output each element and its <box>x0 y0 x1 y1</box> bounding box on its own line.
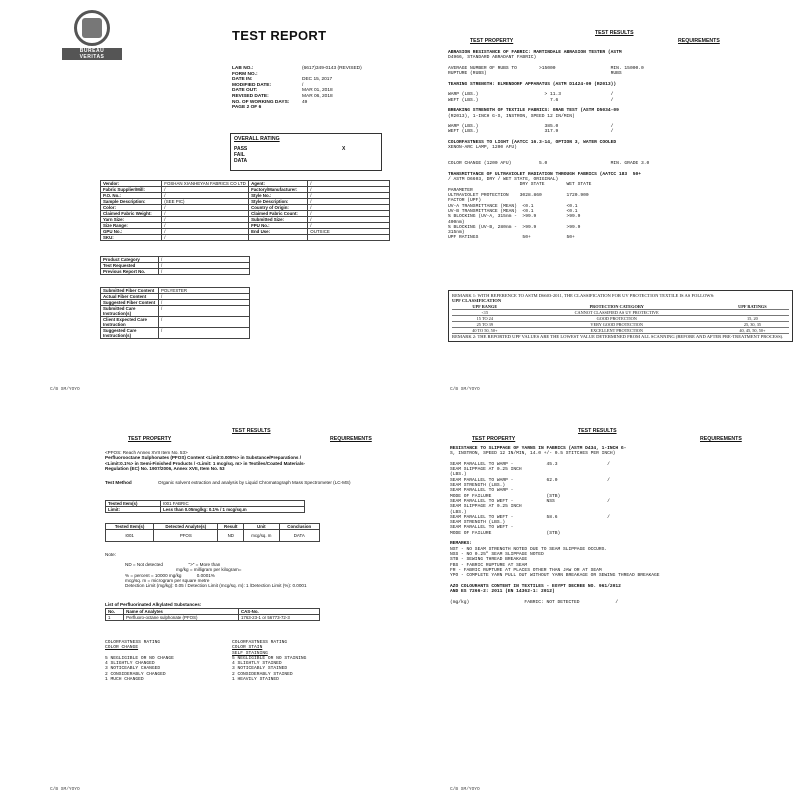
row-label: Test Requested <box>101 263 159 269</box>
result-line: D4966, STANDARD ABRADANT FABRIC) <box>448 55 537 61</box>
report-meta <box>232 66 392 111</box>
analyte-list-table <box>105 608 320 621</box>
overall-rating-heading: OVERALL RATING <box>234 136 280 142</box>
meta-value: / <box>302 82 304 88</box>
page-footer: C/B SM/YOYO <box>450 387 480 392</box>
upf-cell: 40 TO 50, 50+ <box>452 327 518 333</box>
meta-key: LAB NO.: <box>232 66 254 71</box>
rating-line: 3 NOTICEABLY STAINED <box>232 666 288 672</box>
result-header-cell: Tested Item(s) <box>106 524 154 530</box>
info-value: / <box>308 187 390 193</box>
rating-data-label: DATA <box>234 158 248 164</box>
intro-line: <Limit:0.1%> in Semi-Finished Products / <Limit: 1 mcg/sq. m> in Textiles/Coated Materials- <box>105 460 306 466</box>
results-body <box>448 50 793 241</box>
rating-line: COLORFASTNESS RATING <box>232 640 288 645</box>
result-line: WARP (LBS.) 385.0 / <box>448 124 614 130</box>
result-line: DRY STATE WET STATE <box>448 182 592 188</box>
upf-cell: EXCELLENT PROTECTION <box>518 327 716 333</box>
info-label: SKU: <box>101 235 162 241</box>
info-label: Color: <box>101 205 162 211</box>
logo-wordmark: BUREAU VERITAS <box>62 48 122 60</box>
result-cell: PFOS <box>154 530 218 542</box>
meta-value: 49 <box>302 99 308 105</box>
info-value: / <box>162 235 249 241</box>
results-heading: TEST RESULTS <box>232 428 271 434</box>
rating-line: COLORFASTNESS RATING <box>105 640 161 645</box>
info-label: Size Range: <box>101 223 162 229</box>
note-line: ND = Not detected ">" = More than <box>125 562 221 567</box>
rating-line: COLOR STAIN <box>232 645 263 651</box>
info-value: / <box>162 223 249 229</box>
info-label: Claimed Fabric Weight: <box>101 211 162 217</box>
upf-cell: GOOD PROTECTION <box>518 315 716 321</box>
result-line: AVERAGE NUMBER OF RUBS TO >15000 MIN. 15000.0 <box>448 65 644 71</box>
info-value: / <box>162 211 249 217</box>
result-row <box>106 530 320 542</box>
info-value: FOSHAN XIANHEYAN FABRICS CO LTD <box>162 181 249 187</box>
result-line: WARP (LBS.) > 11.3 / <box>448 92 614 98</box>
list-title: List of Perfluorinated Alkylated Substances: <box>105 602 202 607</box>
remark-1: REMARK 1: WITH REFERENCE TO ASTM D6603-2011, THE CLASSIFICATION FOR UV PROTECTION TEXTILE IS AS FOLLOWS: <box>452 293 715 298</box>
result-line: MODE OF FAILURE (STB) <box>450 530 561 536</box>
info-label <box>249 235 308 241</box>
rating-fail-label: FAIL <box>234 152 245 158</box>
result-line: NST - NO SEAM STRENGTH NOTED DUE TO SEAM SLIPPAGE OCCURS. <box>450 546 608 552</box>
info-label: End Use: <box>249 229 308 235</box>
tested-items-table <box>105 500 305 513</box>
tested-items-value: I001 FABRIC <box>161 501 305 507</box>
result-line: SEAM SLIPPAGE AT 0.25 INCH <box>450 504 522 510</box>
list-row <box>106 615 320 621</box>
result-line: YPO - COMPLETE YARN PULL OUT WITHOUT YARN BREAKAGE OR SEWING THREAD BREAKAGE <box>450 573 660 579</box>
info-value: / <box>308 223 390 229</box>
page-footer: C/B SM/YOYO <box>50 787 80 792</box>
results-heading: TEST RESULTS <box>578 428 617 434</box>
result-header-cell: Result <box>218 524 244 530</box>
upf-classification-box <box>448 290 793 342</box>
result-line: AND ES 7266-2: 2011 (EN 14362-1: 2012) <box>450 589 555 595</box>
meta-key: FORM NO.: <box>232 71 258 77</box>
result-line: (LBS.) <box>450 509 467 515</box>
row-label: Actual Fiber Content <box>101 294 159 300</box>
meta-row <box>232 105 392 111</box>
row-value: / <box>159 263 250 269</box>
result-header-cell: Detected Analyte(s) <box>154 524 218 530</box>
result-line: STB - SEWING THREAD BREAKAGE <box>450 557 528 563</box>
meta-value: MAR 01, 2018 <box>302 88 333 94</box>
info-value: / <box>162 205 249 211</box>
row-value: / <box>159 294 250 300</box>
meta-value: (6617)349-0143 (REVISED) <box>302 66 362 71</box>
upf-header-cell: UPF RATINGS <box>738 303 767 309</box>
result-cell: ND <box>218 530 244 542</box>
info-label: Style Description: <box>249 199 308 205</box>
info-label: Style No.: <box>249 193 308 199</box>
result-cell: DATA <box>279 530 320 542</box>
list-header-cell: CAS-No. <box>238 609 319 615</box>
list-header-cell: No. <box>106 609 124 615</box>
upf-cell: <15 <box>452 309 518 315</box>
result-line: SEAM PARALLEL TO WARP - <box>450 488 514 494</box>
info-value: OUTSICE <box>308 229 390 235</box>
result-line: COLOR CHANGE (1200 AFU) 5.0 MIN. GRADE 3.0 <box>448 161 650 167</box>
test-method-text: Organic solvent extraction and analysis by Liquid Chromatograph Mass Spectrometer (LC-MS) <box>158 480 351 485</box>
result-line: SEAM PARALLEL TO WEFT - 58.6 / <box>450 514 610 520</box>
info-label: Country of Origin: <box>249 205 308 211</box>
overall-rating-box <box>230 133 382 171</box>
notes <box>125 562 395 588</box>
result-line: TEARING STRENGTH: ELMENDORF APPARATUS (ASTM D1424-09 (R2013)) <box>448 81 617 87</box>
result-line: (R2013), 1-INCH G-S, INSTRON, SPEED 12 IN/MIN) <box>448 113 575 119</box>
table-row <box>101 317 250 328</box>
rating-line: 2 CONSIDERABLY CHANGED <box>105 671 166 677</box>
info-value: / <box>162 217 249 223</box>
result-line: SEAM SLIPPAGE AT 0.25 INCH <box>450 467 522 473</box>
row-value: / <box>159 306 250 317</box>
row-value: / <box>159 257 250 263</box>
meta-value: MAR 06, 2018 <box>302 93 333 99</box>
result-line: MODE OF FAILURE (STB) <box>450 493 561 499</box>
upf-cell: VERY GOOD PROTECTION <box>518 321 716 327</box>
report-page-results-2 <box>0 400 400 800</box>
result-cell: I001 <box>106 530 154 542</box>
result-line: UV-B TRANSMITTANCE (MEAN) <0.1 <0.1 <box>448 208 578 214</box>
info-value: / <box>308 193 390 199</box>
meta-key: DATE OUT: <box>232 88 258 94</box>
result-line: XENON-ARC LAMP, 1200 AFU) <box>448 145 517 151</box>
result-line: WEFT (LBS.) 317.9 / <box>448 129 614 135</box>
col-requirements: REQUIREMENTS <box>678 38 720 44</box>
info-label: Sample Description: <box>101 199 162 205</box>
info-label: Vendor: <box>101 181 162 187</box>
result-line: AZO COLOURANTS CONTENT IN TEXTILES - EGYPT DECREE NO. 961/2012 <box>450 583 621 589</box>
info-label: Claimed Fabric Count: <box>249 211 308 217</box>
rating-pass-mark: X <box>342 146 346 152</box>
result-line: NSS - NO 0.25" SEAM SLIPPAGE NOTED <box>450 551 544 557</box>
result-line: SEAM PARALLEL TO WEFT - NSS / <box>450 498 610 504</box>
row-label: Submitted Care Instruction(s) <box>101 306 159 317</box>
pfos-intro <box>105 450 395 471</box>
result-line: RESISTANCE TO SLIPPAGE OF YARNS IN FABRICS (ASTM D434, 1-INCH G- <box>450 446 627 451</box>
info-value: / <box>162 187 249 193</box>
result-line: COLORFASTNESS TO LIGHT (AATCC 16.3-14, OPTION 3, WATER COOLED <box>448 140 617 146</box>
result-header-cell: Unit <box>244 524 279 530</box>
remark-2: REMARK 2: THE REPORTED UPF VALUES ARE THE LOWEST VALUE DETERMINED FROM ALL SCANNING (BEFORE AND AFTER PRE-TREATMENT PROCESS). <box>452 333 789 339</box>
result-line: SEAM PARALLEL TO WEFT - <box>450 525 514 531</box>
info-value: / <box>308 199 390 205</box>
upf-table <box>452 304 789 333</box>
upf-title: UPF CLASSIFICATION <box>452 298 502 304</box>
info-label: Fabric Supplier/Mill: <box>101 187 162 193</box>
upf-header-cell: UPF RANGE <box>472 303 498 309</box>
meta-key: REVISED DATE: <box>232 93 269 99</box>
result-line: REMARKS: <box>450 541 473 547</box>
table-row <box>101 269 250 275</box>
upf-cell: 25, 30, 35 <box>716 321 789 327</box>
info-value: (SEE PIC) <box>162 199 249 205</box>
meta-key: NO. OF WORKING DAYS: <box>232 99 290 105</box>
result-line: (mg/kg) FABRIC: NOT DETECTED / <box>450 599 619 605</box>
result-line: UV-A TRANSMITTANCE (MEAN) <0.1 <0.1 <box>448 203 578 209</box>
rating-line: 3 NOTICEABLY CHANGED <box>105 666 161 672</box>
seal-icon <box>74 10 110 46</box>
row-label: Product Category <box>101 257 159 263</box>
meta-key: MODIFIED DATE: <box>232 82 272 88</box>
list-cell: 1 <box>106 615 124 621</box>
info-label: Factory/Manufacturer: <box>249 187 308 193</box>
info-value: / <box>308 205 390 211</box>
result-line: SEAM STRENGTH (LBS.) <box>450 520 506 526</box>
result-line: / ASTM D6603, DRY / WET STATE, ORIGINAL) <box>448 177 559 183</box>
result-line: TRANSMITTANCE OF ULTRAVIOLET RADIATION THROUGH FABRICS (AATCC 183 50+ <box>448 171 641 177</box>
pfos-result-table <box>105 523 320 542</box>
result-line: WEFT (LBS.) 7.6 / <box>448 97 614 103</box>
product-table <box>100 256 250 275</box>
info-value: / <box>308 181 390 187</box>
report-page-cover <box>0 0 400 400</box>
col-requirements: REQUIREMENTS <box>330 436 372 442</box>
result-line: UPF RATINGS 50+ 50+ <box>448 235 575 241</box>
rating-line: 2 CONSIDERABLY STAINED <box>232 671 293 677</box>
rating-line: 4 SLIGHTLY STAINED <box>232 661 282 667</box>
result-line: % BLOCKING (UV-B, 280nm - >99.9 >99.9 <box>448 224 581 230</box>
result-line: % BLOCKING (UV-A, 315nm - >99.9 >99.9 <box>448 214 581 220</box>
info-value: / <box>162 193 249 199</box>
col-test-property: TEST PROPERTY <box>128 436 172 442</box>
result-line: ABRASION RESISTANCE OF FABRIC: MARTINDALE ABRASION TESTER (ASTM <box>448 50 622 55</box>
info-row <box>101 235 390 241</box>
list-cell: Perfluoro-octane sulphonate (PFOS) <box>124 615 239 621</box>
meta-key: DATE IN: <box>232 77 253 83</box>
rating-line: 1 HEAVILY STAINED <box>232 677 279 683</box>
info-label: GPU No.: <box>101 229 162 235</box>
col-requirements: REQUIREMENTS <box>700 436 742 442</box>
row-value: / <box>159 328 250 339</box>
page-footer: C/B SM/YOYO <box>50 387 80 392</box>
meta-key: PAGE 2 OF 6 <box>232 105 262 111</box>
info-value: / <box>308 211 390 217</box>
upf-cell: 40, 45, 50, 50+ <box>716 327 789 333</box>
row-label: Suggested Care Instruction(s) <box>101 328 159 339</box>
upf-cell: CANNOT CLASSIFIED AS UV PROTECTIVE <box>518 309 716 315</box>
result-line: FR - FABRIC RUPTURE AT PLACES OTHER THAN JAW OR AT SEAM <box>450 567 602 573</box>
colorfastness-rating-change <box>105 640 225 682</box>
result-line: SEAM PARALLEL TO WARP - 62.0 / <box>450 477 610 483</box>
table-row <box>101 328 250 339</box>
result-line: ULTRAVIOLET PROTECTION 3028.860 1720.900 <box>448 193 589 199</box>
rating-line: 1 MUCH CHANGED <box>105 677 144 683</box>
row-value: / <box>159 300 250 306</box>
limit-value: Less than 0.05mg/kg: 0.1% / 1 mcg/sq.m <box>161 507 305 513</box>
info-label: Submitted Size: <box>249 217 308 223</box>
upf-header-cell: PROTECTION CATEGORY <box>589 303 644 309</box>
info-label: Agent: <box>249 181 308 187</box>
rating-line: 4 SLIGHTLY CHANGED <box>105 661 155 667</box>
meta-value: DEC 15, 2017 <box>302 77 333 83</box>
row-value: / <box>159 269 250 275</box>
result-line: S, INSTRON, SPEED 12 IN/MIN, 14.0 +/- 0.5 STITCHES PER INCH) <box>450 451 616 457</box>
result-line: BREAKING STRENGTH OF TEXTILE FABRICS: GRAB TEST (ASTM D5034-09 <box>448 108 619 114</box>
page-footer: C/B SM/YOYO <box>450 787 480 792</box>
row-value: POLYESTER <box>159 288 250 294</box>
col-test-property: TEST PROPERTY <box>472 436 516 442</box>
note-label: Note: <box>105 552 116 557</box>
rating-line: COLOR CHANGE <box>105 645 139 651</box>
row-value: / <box>159 317 250 328</box>
rating-line: 5 NEGLIGIBLE OR NO STAINING <box>232 655 307 661</box>
info-label: FPU No.: <box>249 223 308 229</box>
result-line: 400nm) <box>448 219 465 225</box>
intro-line: <PFOS: Reach Annex XVII Item No. 53> <box>105 450 188 455</box>
rating-line: SELF STAINING <box>232 650 268 656</box>
tested-items-label: Tested Item(s) <box>106 501 161 507</box>
info-label: Yarn Size: <box>101 217 162 223</box>
fiber-content-table <box>100 287 250 339</box>
upf-cell: 25 TO 39 <box>452 321 518 327</box>
result-line: SEAM PARALLEL TO WARP - 45.3 / <box>450 461 610 467</box>
results-body <box>450 446 795 605</box>
limit-label: Limit: <box>106 507 161 513</box>
info-label: P.O. No.: <box>101 193 162 199</box>
colorfastness-rating-stain <box>232 640 372 682</box>
sample-info-table <box>100 180 390 241</box>
upf-cell: 15, 20 <box>716 315 789 321</box>
row-label: Previous Report No. <box>101 269 159 275</box>
intro-line: Perfluorooctane Sulphonates (PFOS) Content <Limit:0.005%> in Substance/Preparations / <box>105 455 302 461</box>
report-page-results-3 <box>400 400 800 800</box>
list-header-cell: Name of Analytes <box>124 609 239 615</box>
upf-cell: 15 TO 24 <box>452 315 518 321</box>
intro-line: Regulation (EC) No. 1907/2006, Annex XVII, Item No. 53 <box>105 465 225 471</box>
results-heading: TEST RESULTS <box>595 30 634 36</box>
bureau-veritas-logo <box>62 10 122 72</box>
result-line: FACTOR (UPF) <box>448 198 482 204</box>
rating-line: 5 NEGLIGIBLE OR NO CHANGE <box>105 655 174 661</box>
result-line: PARAMETER <box>448 187 473 193</box>
info-value: / <box>162 229 249 235</box>
info-value: / <box>308 217 390 223</box>
note-line: Detection Limit (mg/kg): 0.05 / Detection Limit (mcg/sq. m): 1 /Detection Limit (%): 0.0001 <box>125 583 307 589</box>
table-row <box>101 306 250 317</box>
row-label: Submitted Fiber Content <box>101 288 159 294</box>
result-line: 315nm) <box>448 230 465 236</box>
report-page-results-1 <box>400 0 800 400</box>
result-header-cell: Conclusion <box>279 524 320 530</box>
result-line: SEAM STRENGTH (LBS.) <box>450 483 506 489</box>
test-method-label: Test Method <box>105 480 132 485</box>
rating-pass-label: PASS <box>234 146 248 152</box>
page-title: TEST REPORT <box>232 28 327 43</box>
note-line: % = percent = 10000 mg/kg 0.0001% <box>125 572 215 578</box>
list-cell: 1763-23-1 or 56773-72-3 <box>238 615 319 621</box>
info-value <box>308 235 390 241</box>
result-line: RUPTURE (RUBS) RUBS <box>448 71 622 77</box>
result-line: FBS - FABRIC RUPTURE AT SEAM <box>450 562 528 568</box>
result-line: (LBS.) <box>450 472 467 478</box>
result-cell: mcg/sq. m <box>244 530 279 542</box>
note-line: mg/kg = milligram per kilogram= <box>125 567 242 573</box>
note-line: mcg/sq. m = microgram per square metre <box>125 577 210 583</box>
row-label: Suggested Fiber Content <box>101 300 159 306</box>
row-label: Client Expected Care Instruction <box>101 317 159 328</box>
col-test-property: TEST PROPERTY <box>470 38 514 44</box>
